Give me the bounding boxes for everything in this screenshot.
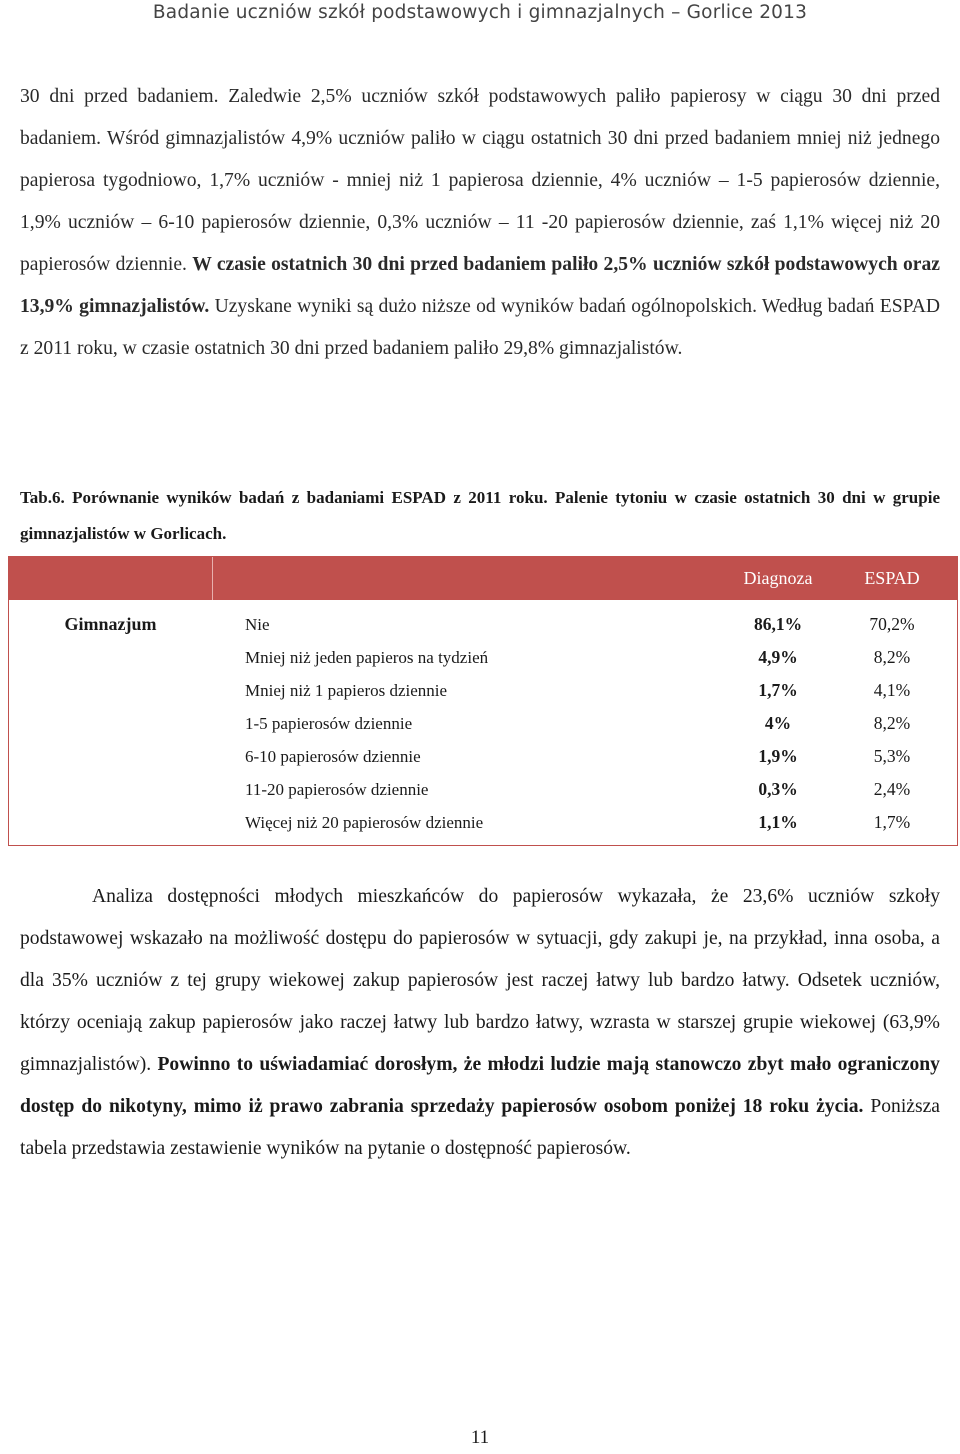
paragraph-cigarette-access [20, 876, 940, 1170]
paragraph-text: Poniższa tabela przedstawia zestawienie wyników na pytanie o dostępność papierosów. [20, 1096, 940, 1159]
row-espad-value: 70,2% [869, 614, 915, 634]
row-diagnoza-value: 0,3% [758, 779, 798, 799]
comparison-table [8, 556, 958, 846]
header-diagnoza: Diagnoza [743, 568, 813, 588]
row-espad-value: 8,2% [873, 647, 911, 667]
group-label-gimnazjum: Gimnazjum [64, 614, 157, 634]
table-row [9, 806, 957, 839]
table-row [9, 641, 957, 674]
table-header-row [9, 557, 957, 600]
header-espad: ESPAD [864, 568, 920, 588]
table-row [9, 707, 957, 740]
header-divider [212, 557, 213, 600]
paragraph-smoking-30-days [20, 76, 940, 370]
row-diagnoza-value: 1,9% [758, 746, 798, 766]
page-header: Badanie uczniów szkół podstawowych i gimnazjalnych – Gorlice 2013 [152, 2, 808, 23]
paragraph-bold-text: W czasie ostatnich 30 dni przed badaniem paliło 2,5% uczniów szkół podstawowych oraz 13,9% gimnazjalistów. [20, 254, 940, 317]
table-row [9, 608, 957, 641]
table-row [9, 773, 957, 806]
row-label: Mniej niż jeden papieros na tydzień [245, 648, 489, 667]
row-diagnoza-value: 4,9% [758, 647, 798, 667]
row-diagnoza-value: 4% [764, 713, 792, 733]
paragraph-text: Uzyskane wyniki są dużo niższe od wyników badań ogólnopolskich. Według badań ESPAD z 2011 roku, w czasie ostatnich 30 dni przed badaniem paliło 29,8% gimnazjalistów. [20, 296, 940, 359]
row-espad-value: 4,1% [873, 680, 911, 700]
paragraph-text: Analiza dostępności młodych mieszkańców do papierosów wykazała, że 23,6% uczniów szkoły podstawowej wskazało na możliwość dostępu do papierosów w sytuacji, gdy zakupi je, na przykład, inna osoba, a dla 35% uczniów z tej grupy wiekowej zakup papierosów jest raczej łatwy lub bardzo łatwy. Odsetek uczniów, którzy oceniają zakup papierosów jako raczej łatwy lub bardzo łatwy, wzrasta w starszej grupie wiekowej (63,9% gimnazjalistów). [20, 886, 940, 1075]
row-espad-value: 1,7% [873, 812, 911, 832]
table-row [9, 740, 957, 773]
row-label: 6-10 papierosów dziennie [245, 747, 421, 766]
row-label: Nie [245, 615, 270, 634]
row-espad-value: 8,2% [873, 713, 911, 733]
row-espad-value: 2,4% [873, 779, 911, 799]
paragraph-bold-text: Powinno to uświadamiać dorosłym, że młodzi ludzie mają stanowczo zbyt mało ograniczony dostęp do nikotyny, mimo iż prawo zabrania sprzedaży papierosów osobom poniżej 18 roku życia. [20, 1054, 940, 1117]
row-diagnoza-value: 86,1% [753, 614, 803, 634]
table-caption: Tab.6. Porównanie wyników badań z badaniami ESPAD z 2011 roku. Palenie tytoniu w czasie ostatnich 30 dni w grupie gimnazjalistów w Gorlicach. [20, 488, 940, 543]
row-label: 11-20 papierosów dziennie [245, 780, 429, 799]
row-label: 1-5 papierosów dziennie [245, 714, 413, 733]
row-diagnoza-value: 1,1% [758, 812, 798, 832]
row-espad-value: 5,3% [873, 746, 911, 766]
page-number: 11 [470, 1427, 490, 1448]
row-label: Mniej niż 1 papieros dziennie [245, 681, 448, 700]
paragraph-text: 30 dni przed badaniem. Zaledwie 2,5% uczniów szkół podstawowych paliło papierosy w ciągu 30 dni przed badaniem. Wśród gimnazjalistów 4,9% uczniów paliło w ciągu ostatnich 30 dni przed badaniem mniej niż jednego papierosa tygodniowo, 1,7% uczniów - mniej niż 1 papierosa dziennie, 4% uczniów – 1-5 papierosów dziennie, 1,9% uczniów – 6-10 papierosów dziennie, 0,3% uczniów – 11 -20 papierosów dziennie, zaś 1,1% więcej niż 20 papierosów dziennie. [20, 86, 940, 275]
table-row [9, 674, 957, 707]
row-diagnoza-value: 1,7% [758, 680, 798, 700]
row-label: Więcej niż 20 papierosów dziennie [245, 813, 484, 832]
